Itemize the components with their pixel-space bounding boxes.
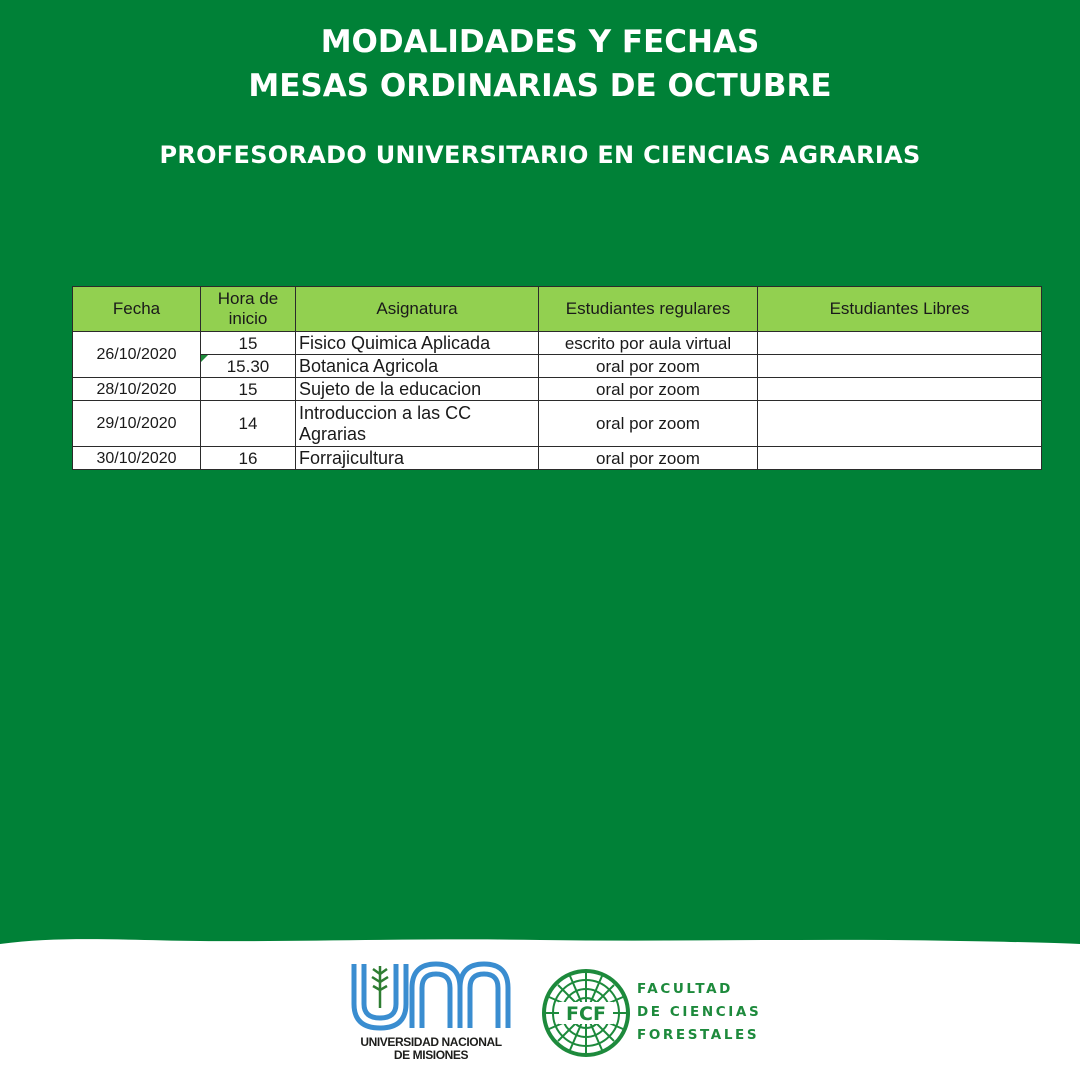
title-line-2: MESAS ORDINARIAS DE OCTUBRE [248, 68, 832, 104]
cell-hora [201, 355, 296, 378]
fcf-name-line-2: DE CIENCIAS [637, 1004, 762, 1020]
cell-hora: 15 [201, 378, 296, 401]
cell-fecha: 26/10/2020 [73, 332, 201, 378]
cell-asignatura: Botanica Agricola [296, 355, 539, 378]
table-row [73, 332, 1042, 355]
cell-fecha: 30/10/2020 [73, 447, 201, 470]
cell-regulares: oral por zoom [539, 355, 758, 378]
table-row [73, 378, 1042, 401]
cell-regulares: oral por zoom [539, 378, 758, 401]
footer-logos [0, 958, 1080, 1068]
unam-logo [348, 960, 514, 1064]
schedule-grid [72, 286, 1042, 470]
unam-logo-icon [350, 960, 512, 1032]
column-header-hora: Hora de inicio [201, 287, 296, 332]
cell-asignatura: Fisico Quimica Aplicada [296, 332, 539, 355]
table-row [73, 401, 1042, 447]
cell-hora: 15 [201, 332, 296, 355]
table-row [73, 355, 1042, 378]
cell-hora: 16 [201, 447, 296, 470]
cell-fecha: 28/10/2020 [73, 378, 201, 401]
fcf-name-line-1: FACULTAD [637, 981, 733, 997]
cell-hora-text: 15.30 [226, 356, 270, 376]
cell-asignatura: Forrajicultura [296, 447, 539, 470]
column-header-regulares: Estudiantes regulares [539, 287, 758, 332]
svg-text:FCF: FCF [566, 1003, 606, 1025]
comment-flag-icon [201, 355, 208, 362]
subtitle: PROFESORADO UNIVERSITARIO EN CIENCIAS AGRARIAS [159, 141, 921, 169]
cell-hora: 14 [201, 401, 296, 447]
exam-schedule-table [72, 286, 1041, 470]
cell-libres [758, 355, 1042, 378]
fcf-seal-icon [541, 968, 631, 1058]
cell-regulares: escrito por aula virtual [539, 332, 758, 355]
fcf-name-line-3: FORESTALES [637, 1027, 760, 1043]
column-header-libres: Estudiantes Libres [758, 287, 1042, 332]
cell-regulares: oral por zoom [539, 447, 758, 470]
cell-fecha: 29/10/2020 [73, 401, 201, 447]
column-header-fecha: Fecha [73, 287, 201, 332]
header-row [73, 287, 1042, 332]
cell-regulares: oral por zoom [539, 401, 758, 447]
cell-libres [758, 401, 1042, 447]
cell-libres [758, 332, 1042, 355]
cell-libres [758, 378, 1042, 401]
title-line-1: MODALIDADES Y FECHAS [320, 24, 760, 60]
column-header-asignatura: Asignatura [296, 287, 539, 332]
unam-name-line-2: DE MISIONES [393, 1048, 469, 1062]
cell-libres [758, 447, 1042, 470]
cell-asignatura: Sujeto de la educacion [296, 378, 539, 401]
unam-name-line-1: UNIVERSIDAD NACIONAL [360, 1035, 502, 1049]
cell-asignatura: Introduccion a las CC Agrarias [296, 401, 539, 447]
table-row [73, 447, 1042, 470]
